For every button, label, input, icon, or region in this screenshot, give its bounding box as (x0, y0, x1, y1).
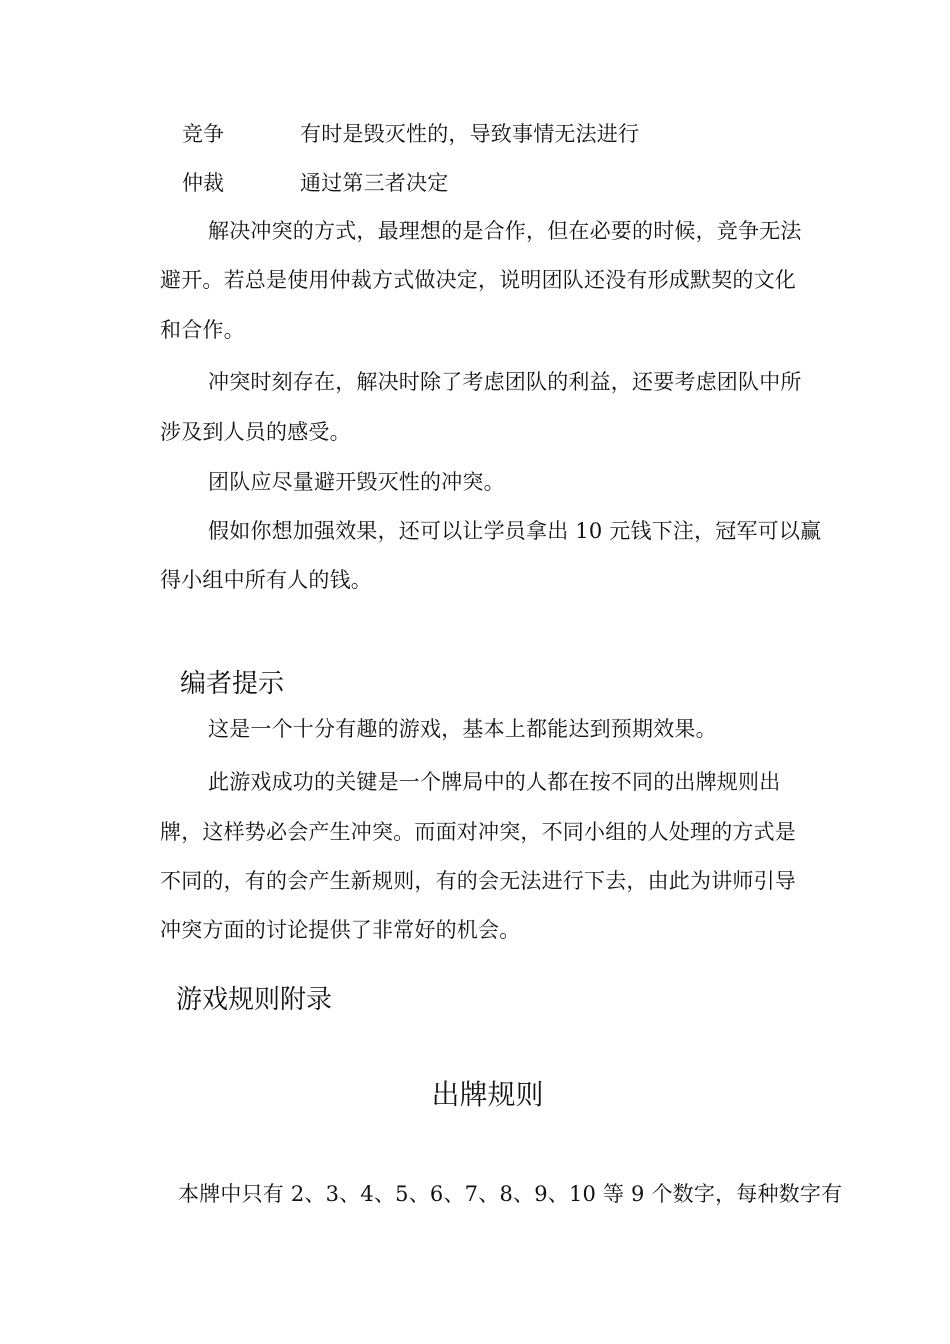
paragraph-line: 冲突时刻存在，解决时除了考虑团队的利益，还要考虑团队中所 (208, 370, 802, 394)
paragraph-line: 不同的，有的会产生新规则，有的会无法进行下去，由此为讲师引导 (160, 869, 796, 893)
paragraph-line: 假如你想加强效果，还可以让学员拿出 10 元钱下注，冠军可以赢 (208, 519, 822, 543)
section-heading: 游戏规则附录 (176, 985, 333, 1015)
definition-term: 竞争 (182, 122, 224, 146)
section-heading: 编者提示 (180, 669, 285, 699)
appendix-title: 出牌规则 (431, 1078, 544, 1111)
paragraph-line: 冲突方面的讨论提供了非常好的机会。 (160, 918, 521, 942)
paragraph-line: 避开。若总是使用仲裁方式做决定，说明团队还没有形成默契的文化 (160, 268, 796, 292)
definition-desc: 通过第三者决定 (300, 171, 449, 195)
paragraph-line: 牌，这样势必会产生冲突。而面对冲突，不同小组的人处理的方式是 (160, 820, 796, 844)
paragraph-line: 这是一个十分有趣的游戏，基本上都能达到预期效果。 (208, 717, 717, 741)
definition-desc: 有时是毁灭性的，导致事情无法进行 (300, 122, 640, 146)
definition-term: 仲裁 (182, 171, 224, 195)
paragraph-line: 和合作。 (160, 318, 245, 342)
paragraph-line: 解决冲突的方式，最理想的是合作，但在必要的时候，竞争无法 (208, 219, 802, 243)
paragraph-line: 此游戏成功的关键是一个牌局中的人都在按不同的出牌规则出 (208, 770, 781, 794)
paragraph-line: 本牌中只有 2、3、4、5、6、7、8、9、10 等 9 个数字，每种数字有 (178, 1182, 843, 1206)
paragraph-line: 团队应尽量避开毁灭性的冲突。 (208, 470, 505, 494)
paragraph-line: 涉及到人员的感受。 (160, 420, 351, 444)
paragraph-line: 得小组中所有人的钱。 (160, 568, 372, 592)
